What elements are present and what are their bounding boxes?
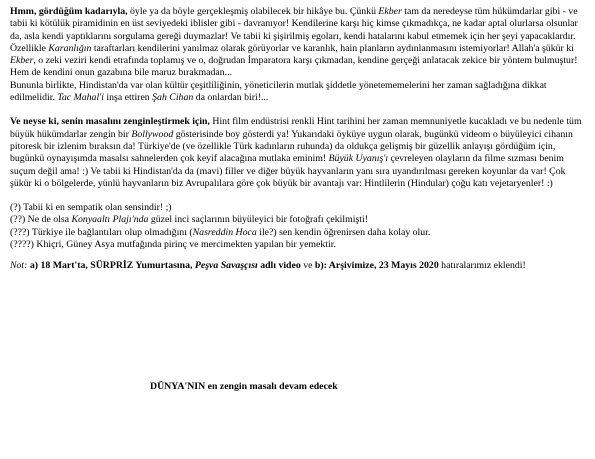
culture-text-3: da onlardan biri!...: [193, 92, 269, 104]
bollywood-text-3: çevreleyen olayların da filme sızması benim suçum değil ama! :) Ve tabii ki Hindistan'da da (mavi) filler ve diğer büyük hayvanların yanı sıra uyandırılması gereken koyunlar da var! Çok şükür ki o bölgelerde, yünlü hayvanların biz Avrupalılara göre çok büyük bir avantajı var: Hintlilerin (Hindular) çoğu katı vejetaryenler! :): [10, 153, 566, 189]
q2-text-1: (??) Ne de olsa: [10, 214, 72, 226]
note-text-2: adlı video: [257, 260, 301, 272]
paragraph-intro: [10, 6, 584, 80]
q2-text-2: güzel inci saçlarının büyüleyici bir fotoğrafı çekilmişti!: [148, 214, 368, 226]
intro-name-ekber-2: Ekber: [10, 55, 34, 67]
intro-text-2: tam da neredeyse tüm hükümdarlar gibi - ve tabii ki kötülük piramidinin en üst seviyedeki iblisler gibi - davranıyor! Kendilerine karşı hiç kimse çıkmadıkça, ne kadar aptal olurlarsa olsunlar da, asla kendi yaptıklarını sorgulama gereği duymazlar! Ve tabii ki şişirilmiş egoları, kendi hatalarını kabul etmemek için her şeyi yapacaklardır. Özellikle: [10, 6, 578, 54]
document-body: [10, 6, 584, 273]
note-text-3: ve: [300, 260, 315, 272]
footnote-q2: [10, 214, 584, 226]
footnote-q3: [10, 227, 584, 239]
bollywood-word: Bollywood: [131, 128, 174, 140]
paragraph-bollywood: [10, 116, 584, 190]
spacer: [10, 104, 584, 116]
footnote-q1: (?) Tabii ki en sempatik olan sensindir! ;): [10, 202, 172, 214]
note-paragraph: [10, 260, 584, 272]
q3-text-1: (???) Türkiye ile bağlantıları olup olmadığını (: [10, 226, 193, 238]
note-text-4: b): Arşivimize, 23 Mayıs 2020: [314, 260, 439, 272]
intro-name-ekber-1: Ekber: [378, 6, 402, 17]
q2-konyaalti: Konyaaltı Plajı'nda: [71, 214, 149, 226]
bollywood-buyuk-uyanis: Büyük Uyanış'ı: [328, 153, 389, 165]
note-label: Not:: [10, 260, 28, 272]
bollywood-lead-text: Ve neyse ki, senin masalını zenginleştirmek için,: [10, 116, 210, 128]
culture-tac-mahal: Tac Mahal'i: [57, 92, 104, 104]
intro-text-4: , o zeki veziri kendi etrafında toplamış ve o, doğrudan İmparatora karşı çıkmadan, kendine gerçeği anlatacak zekice bir yöntem bulmuştur! Hem de kendini onun gazabına bile maruz bırakmadan...: [10, 55, 578, 79]
spacer: [10, 251, 584, 260]
q3-text-2: ile?) sen kendin öğrenirsen daha kolay olur.: [256, 226, 431, 238]
paragraph-india-culture: [10, 80, 584, 105]
closing-title: DÜNYA'NIN en zengin masalı devam edecek: [150, 381, 338, 392]
bollywood-text-1: Hint film endüstrisi renkli Hint tarihini her zaman memnuniyetle kucakladı ve bu nedenle tüm büyük hükümdarlar zengin bir: [10, 116, 582, 140]
note-text-1: a) 18 Mart'ta, SÜRPRİZ Yumurtasına,: [27, 260, 195, 272]
intro-text-1: öyle ya da böyle gerçekleşmiş olabilecek bir hikâye bu. Çünkü: [127, 6, 379, 17]
note-pesva: Peşva Savaşçısı: [194, 260, 258, 272]
spacer: [10, 190, 584, 202]
culture-text-1: Bununla birlikte, Hindistan'da var olan kültür çeşitliliğinin, yöneticilerin mutlak şiddetle yönetememelerini her zaman sağladığına dikkat edilmelidir.: [10, 79, 547, 104]
culture-text-2: inşa ettiren: [103, 92, 153, 104]
culture-sah-cihan: Şah Cihan: [152, 92, 194, 104]
footnote-q4: (????) Khiçri, Güney Asya mutfağında pirinç ve mercimekten yapılan bir yemektir.: [10, 239, 336, 251]
intro-karanligin: Karanlığın: [48, 42, 92, 54]
intro-text-3: taraftarları kendilerini yanılmaz olarak görüyorlar ve karanlık, hain planların aydınlanmasını istemiyorlar! Allah'a şükür ki: [91, 42, 574, 54]
note-text-5: hatıralarımız eklendi!: [438, 260, 526, 272]
intro-lead-text: Hmm, gördüğüm kadarıyla,: [10, 6, 128, 17]
q3-nasreddin: Nasreddin Hoca: [192, 226, 257, 238]
bollywood-text-2: gösterisinde boy gösterdi ya! Yukarıdaki öyküye uygun olarak, bugünkü videom o büyüleyici cihanın pitoresk bir izlenim bıraksın da! Türkiye'de (ve özellikle Türk kadınların ruhunda) da oldukça gelişmiş bir güzellik anlayışı gördüğüm için, bugünkü oynayışımda masalsı sahnelerden çok keyif alacağına mutlaka eminim!: [10, 128, 573, 165]
